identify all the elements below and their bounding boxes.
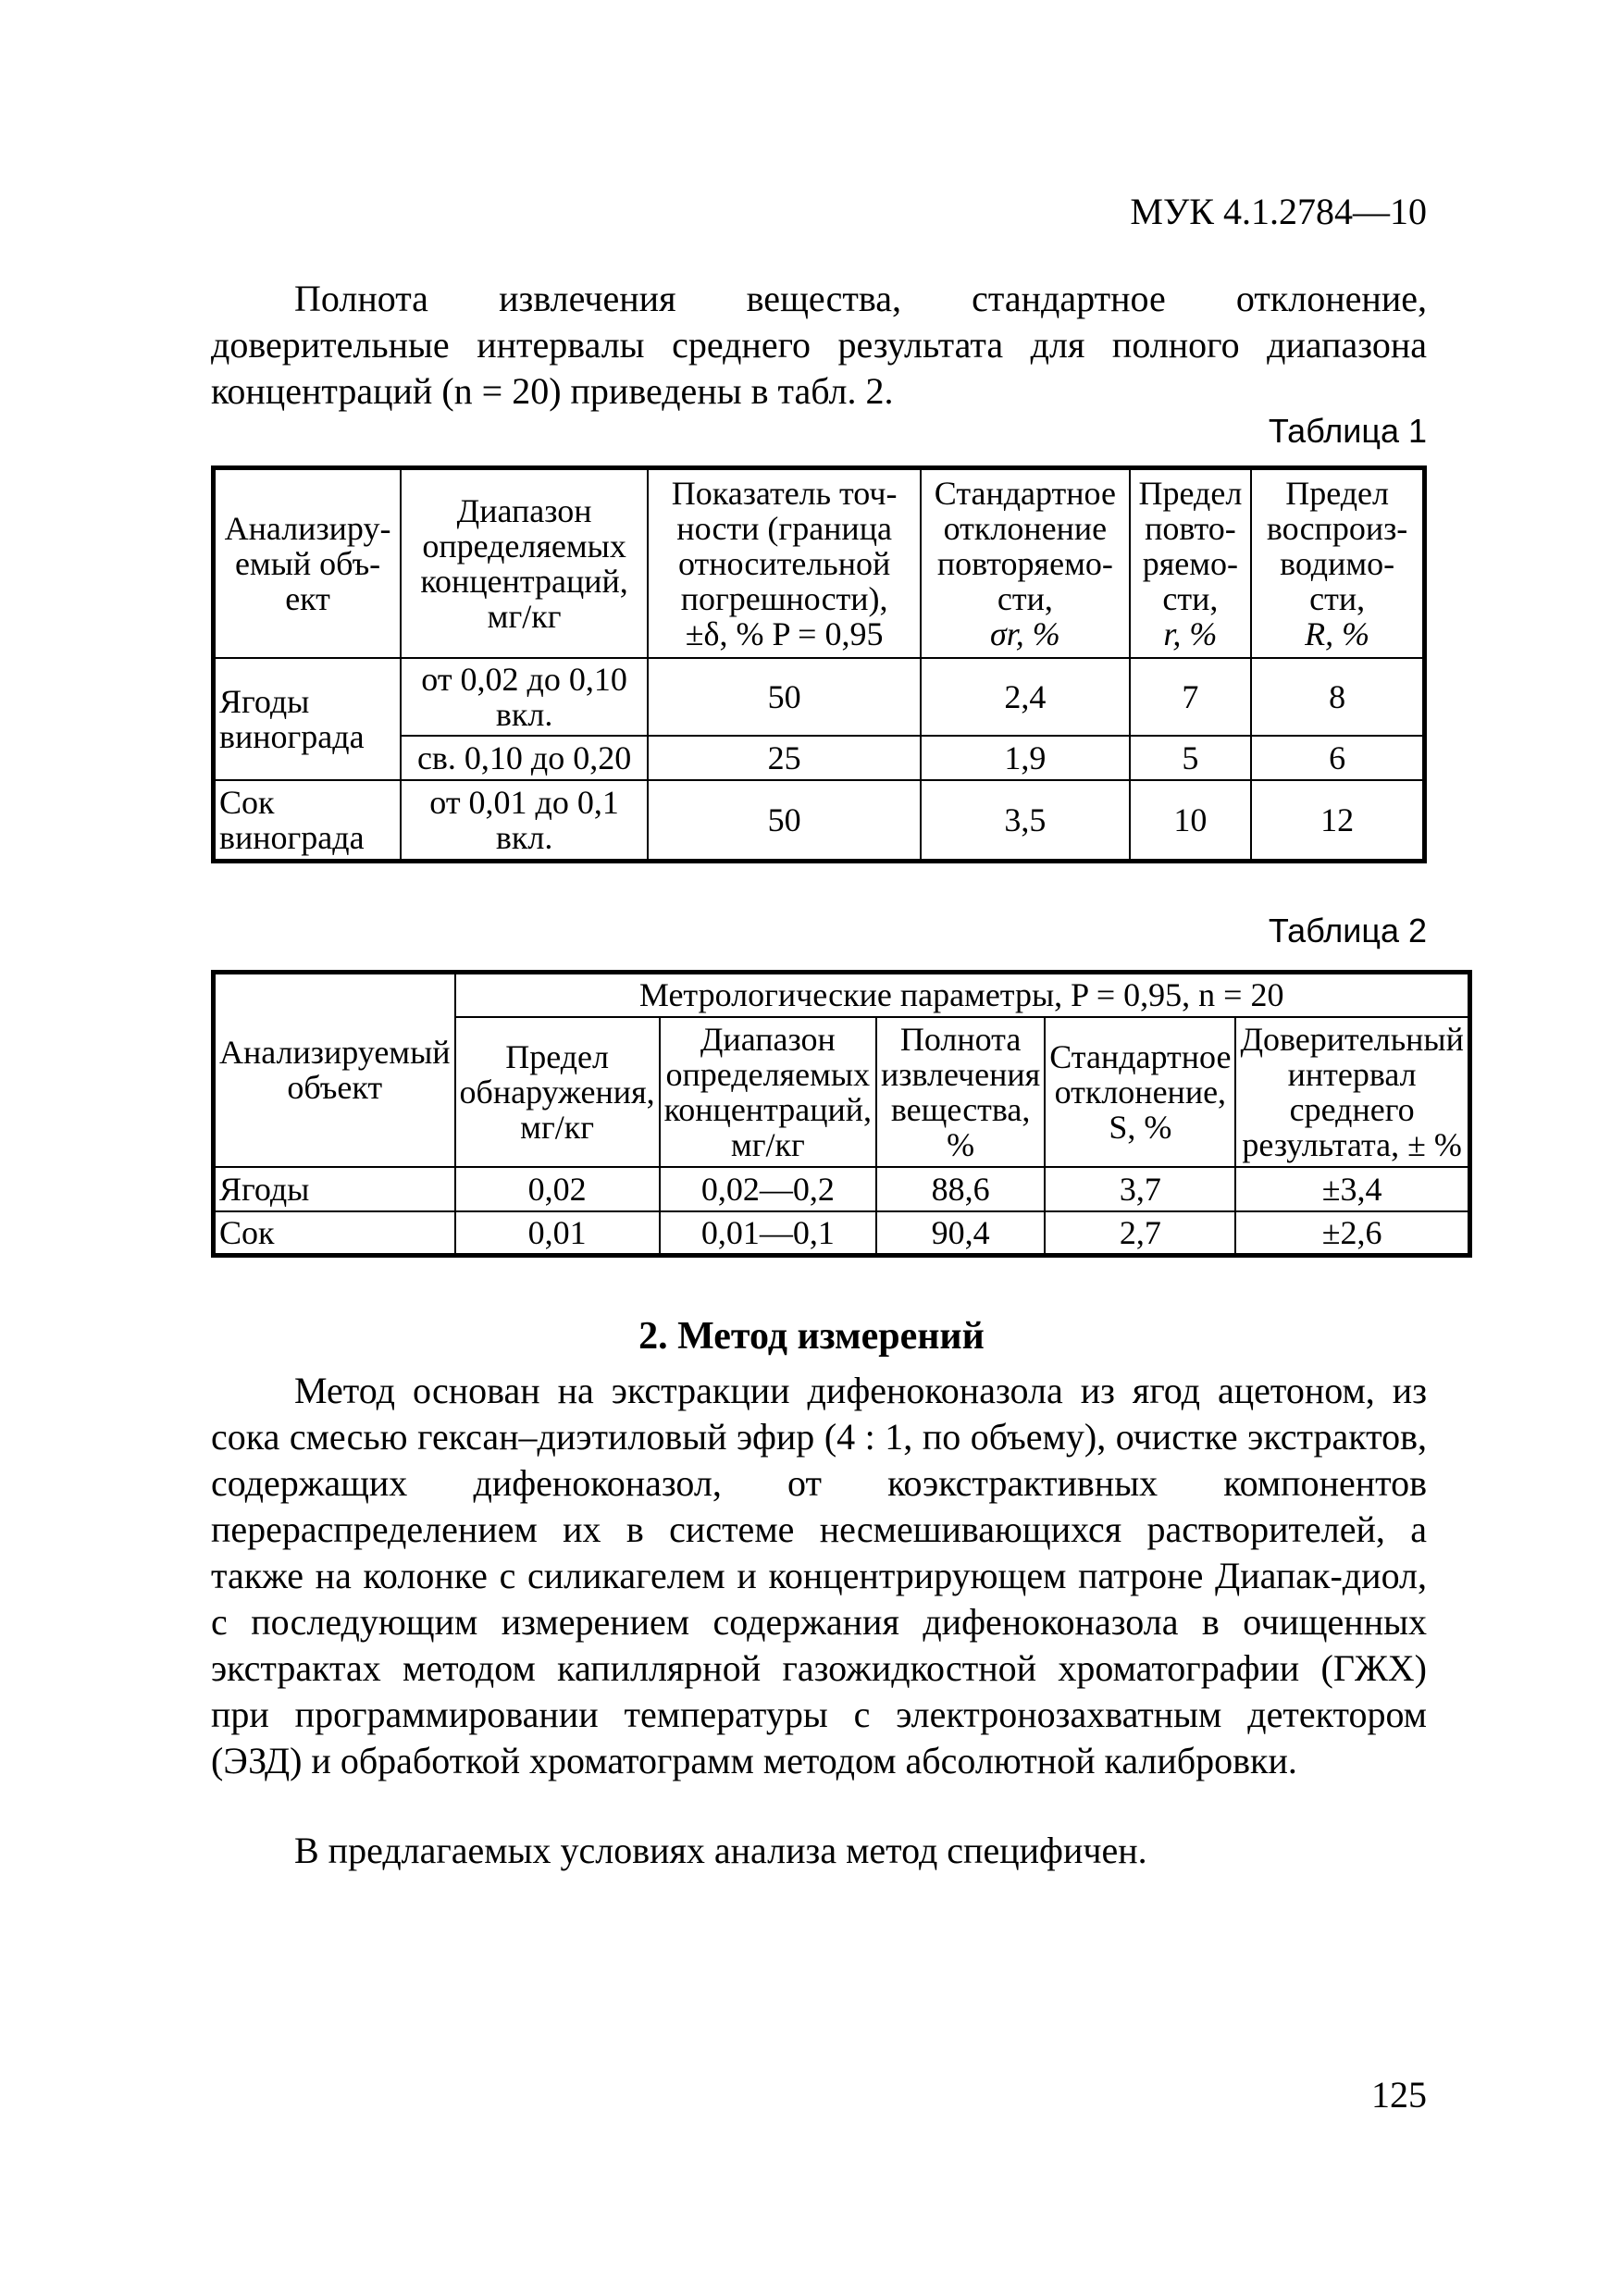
document-code: МУК 4.1.2784—10 <box>1130 191 1427 232</box>
t1-cell-sigma: 1,9 <box>921 736 1129 780</box>
t2-cell-recovery: 90,4 <box>876 1211 1045 1256</box>
t2-header-ci: Доверительный интервал среднего результата, ± % <box>1235 1017 1469 1167</box>
t2-cell-object: Сок <box>214 1211 455 1256</box>
t2-header-recovery: Полнота извлечения вещества, % <box>876 1017 1045 1167</box>
section-title: 2. Метод измерений <box>638 1315 985 1358</box>
intro-paragraph <box>211 276 1427 415</box>
table1-caption: Таблица 1 <box>1268 412 1427 450</box>
t2-cell-object: Ягоды <box>214 1167 455 1211</box>
t1-header-accuracy: Показатель точ- ности (границa относительной погрешности), ±δ, % P = 0,95 <box>648 468 921 658</box>
table-row <box>214 1167 1470 1211</box>
t1-cell-delta: 50 <box>648 780 921 862</box>
t2-header-lod: Предел обнаружения, мг/кг <box>455 1017 660 1167</box>
t2-header-object: Анализируемый объект <box>214 973 455 1167</box>
t2-cell-range: 0,02—0,2 <box>660 1167 876 1211</box>
specificity-paragraph <box>211 1828 1427 1874</box>
t1-cell-R: 8 <box>1251 658 1424 736</box>
t1-cell-delta: 25 <box>648 736 921 780</box>
t1-cell-range: от 0,02 до 0,10 вкл. <box>401 658 648 736</box>
t2-cell-range: 0,01—0,1 <box>660 1211 876 1256</box>
page-number: 125 <box>1371 2074 1427 2116</box>
t2-header-sd: Стандартное отклонение, S, % <box>1045 1017 1235 1167</box>
t2-header-group: Метрологические параметры, P = 0,95, n = 20 <box>455 973 1470 1017</box>
t1-cell-r: 5 <box>1130 736 1252 780</box>
t2-cell-lod: 0,01 <box>455 1211 660 1256</box>
table2 <box>211 970 1472 1258</box>
t1-header-object: Анализиру- емый объ- ект <box>214 468 402 658</box>
t1-cell-R: 6 <box>1251 736 1424 780</box>
t2-cell-ci: ±3,4 <box>1235 1167 1469 1211</box>
intro-text: Полнота извлечения вещества, стандартное отклонение, доверительные интервалы среднего результата для полного диапазона концентраций (n = 20) приведены в табл. 2. <box>211 278 1427 412</box>
t1-cell-range: св. 0,10 до 0,20 <box>401 736 648 780</box>
table2-caption: Таблица 2 <box>1268 912 1427 949</box>
table-row <box>214 780 1425 862</box>
table2-group-header-row <box>214 973 1470 1017</box>
t2-cell-sd: 2,7 <box>1045 1211 1235 1256</box>
t1-cell-sigma: 3,5 <box>921 780 1129 862</box>
t2-cell-recovery: 88,6 <box>876 1167 1045 1211</box>
t1-header-sd: Стандартное отклонение повторяемо- сти, σr, % <box>921 468 1129 658</box>
t2-cell-ci: ±2,6 <box>1235 1211 1469 1256</box>
t1-cell-r: 10 <box>1130 780 1252 862</box>
specificity-text: В предлагаемых условиях анализа метод специфичен. <box>294 1830 1147 1871</box>
t1-cell-r: 7 <box>1130 658 1252 736</box>
t1-cell-object: Сок винограда <box>214 780 402 862</box>
t2-cell-sd: 3,7 <box>1045 1167 1235 1211</box>
method-text: Метод основан на экстракции дифеноконазола из ягод ацетоном, из сока смесью гексан–диэтиловый эфир (4 : 1, по объему), очистке экстрактов, содержащих дифеноконазол, от коэкстрактивных компонентов перераспределением их в системе несмешивающихся растворителей, а также на колонке с силикагелем и концентрирующем патроне Диапак-диол, с последующим измерением содержания дифеноконазола в очищенных экстрактах методом капиллярной газожидкостной хроматографии (ГЖХ) при программировании температуры с электронозахватным детектором (ЭЗД) и обработкой хроматограмм методом абсолютной калибровки. <box>211 1370 1427 1781</box>
t1-cell-sigma: 2,4 <box>921 658 1129 736</box>
t1-cell-object: Ягоды винограда <box>214 658 402 780</box>
t1-cell-delta: 50 <box>648 658 921 736</box>
t2-header-range: Диапазон определяемых концентраций, мг/кг <box>660 1017 876 1167</box>
table-row <box>214 1211 1470 1256</box>
method-paragraph <box>211 1368 1427 1784</box>
t1-header-repeatability: Предел повто- ряемо- сти, r, % <box>1130 468 1252 658</box>
t1-cell-range: от 0,01 до 0,1 вкл. <box>401 780 648 862</box>
t1-header-range: Диапазон определяемых концентраций, мг/кг <box>401 468 648 658</box>
table-row <box>214 658 1425 736</box>
t1-header-reproducibility: Предел воспроиз- водимо- сти, R, % <box>1251 468 1424 658</box>
t1-cell-R: 12 <box>1251 780 1424 862</box>
table1 <box>211 465 1427 863</box>
table1-header-row <box>214 468 1425 658</box>
t2-cell-lod: 0,02 <box>455 1167 660 1211</box>
